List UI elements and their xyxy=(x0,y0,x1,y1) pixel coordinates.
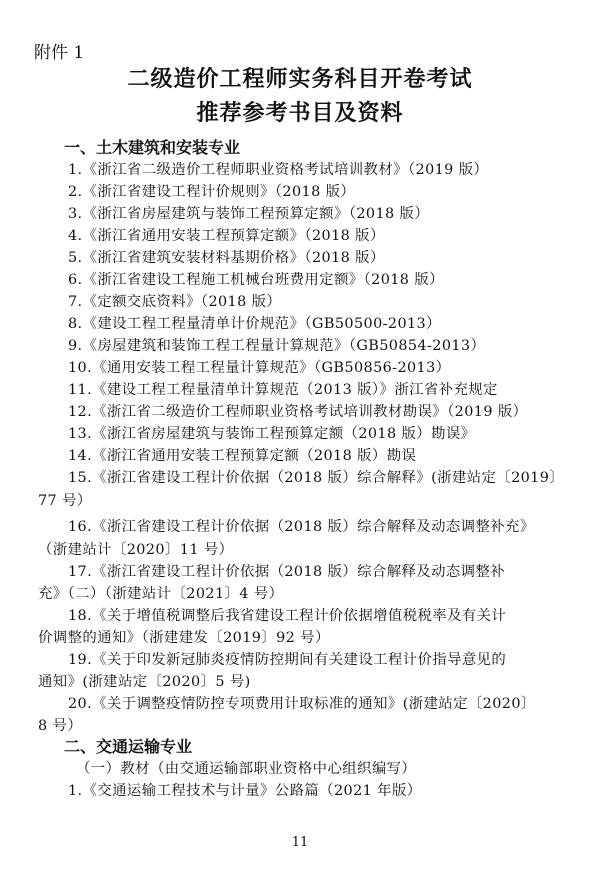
list-item-continuation: 8 号） xyxy=(38,718,83,734)
section-heading-transport: 二、交通运输专业 xyxy=(64,737,193,756)
list-item: 5.《浙江省建筑安装材料基期价格》（2018 版） xyxy=(68,250,385,266)
list-item: 7.《定额交底资料》（2018 版） xyxy=(68,294,282,310)
list-item: 10.《通用安装工程工程量计算规范》（GB50856-2013） xyxy=(68,360,451,376)
list-item: 16.《浙江省建设工程计价依据（2018 版）综合解释及动态调整补充》 xyxy=(68,519,535,535)
list-item-continuation: 77 号） xyxy=(38,493,92,509)
list-item: 19.《关于印发新冠肺炎疫情防控期间有关建设工程计价指导意见的 xyxy=(68,652,507,668)
list-item: 20.《关于调整疫情防控专项费用计取标准的通知》(浙建站定〔2020〕 xyxy=(68,696,536,712)
list-item-continuation: （浙建站计〔2020〕11 号） xyxy=(38,542,234,558)
list-item: 2.《浙江省建设工程计价规则》（2018 版） xyxy=(68,184,356,200)
list-item-continuation: 通知》(浙建站定〔2020〕5 号) xyxy=(38,674,251,690)
list-item: 14.《浙江省通用安装工程预算定额（2018 版）勘误 xyxy=(68,448,417,464)
document-title-line-1: 二级造价工程师实务科目开卷考试 xyxy=(127,67,473,92)
list-item: 1.《浙江省二级造价工程师职业资格考试培训教材》（2019 版） xyxy=(68,162,489,178)
list-item: 13.《浙江省房屋建筑与装饰工程预算定额（2018 版）勘误》 xyxy=(68,426,476,442)
list-item: 15.《浙江省建设工程计价依据（2018 版）综合解释》(浙建站定〔2019〕 xyxy=(68,470,565,486)
list-item: 8.《建设工程工程量清单计价规范》（GB50500-2013） xyxy=(68,316,441,332)
document-title-line-2: 推荐参考书目及资料 xyxy=(196,101,404,126)
list-item-continuation: 价调整的通知》（浙建建发〔2019〕92 号） xyxy=(38,630,330,646)
list-item: 9.《房屋建筑和装饰工程工程量计算规范》（GB50854-2013） xyxy=(68,338,486,354)
list-item: 17.《浙江省建设工程计价依据（2018 版）综合解释及动态调整补 xyxy=(68,564,506,580)
list-item: 1.《交通运输工程技术与计量》公路篇（2021 年版） xyxy=(68,783,422,799)
list-item: 12.《浙江省二级造价工程师职业资格考试培训教材勘误》（2019 版） xyxy=(68,404,528,420)
list-item: 3.《浙江省房屋建筑与装饰工程预算定额》（2018 版） xyxy=(68,206,430,222)
list-item: 18.《关于增值税调整后我省建设工程计价依据增值税税率及有关计 xyxy=(68,608,507,624)
section-heading-civil: 一、土木建筑和安装专业 xyxy=(64,138,241,157)
list-item: （一）教材（由交通运输部职业资格中心组织编写） xyxy=(76,761,417,777)
list-item-continuation: 充》（二）（浙建站计〔2021〕4 号） xyxy=(38,586,284,602)
list-item: 6.《浙江省建设工程施工机械台班费用定额》（2018 版） xyxy=(68,272,444,288)
list-item: 11.《建设工程工程量清单计算规范（2013 版）》浙江省补充规定 xyxy=(68,382,498,398)
page-number: 11 xyxy=(291,835,309,850)
attachment-label: 附件 1 xyxy=(34,43,85,63)
list-item: 4.《浙江省通用安装工程预算定额》（2018 版） xyxy=(68,228,385,244)
